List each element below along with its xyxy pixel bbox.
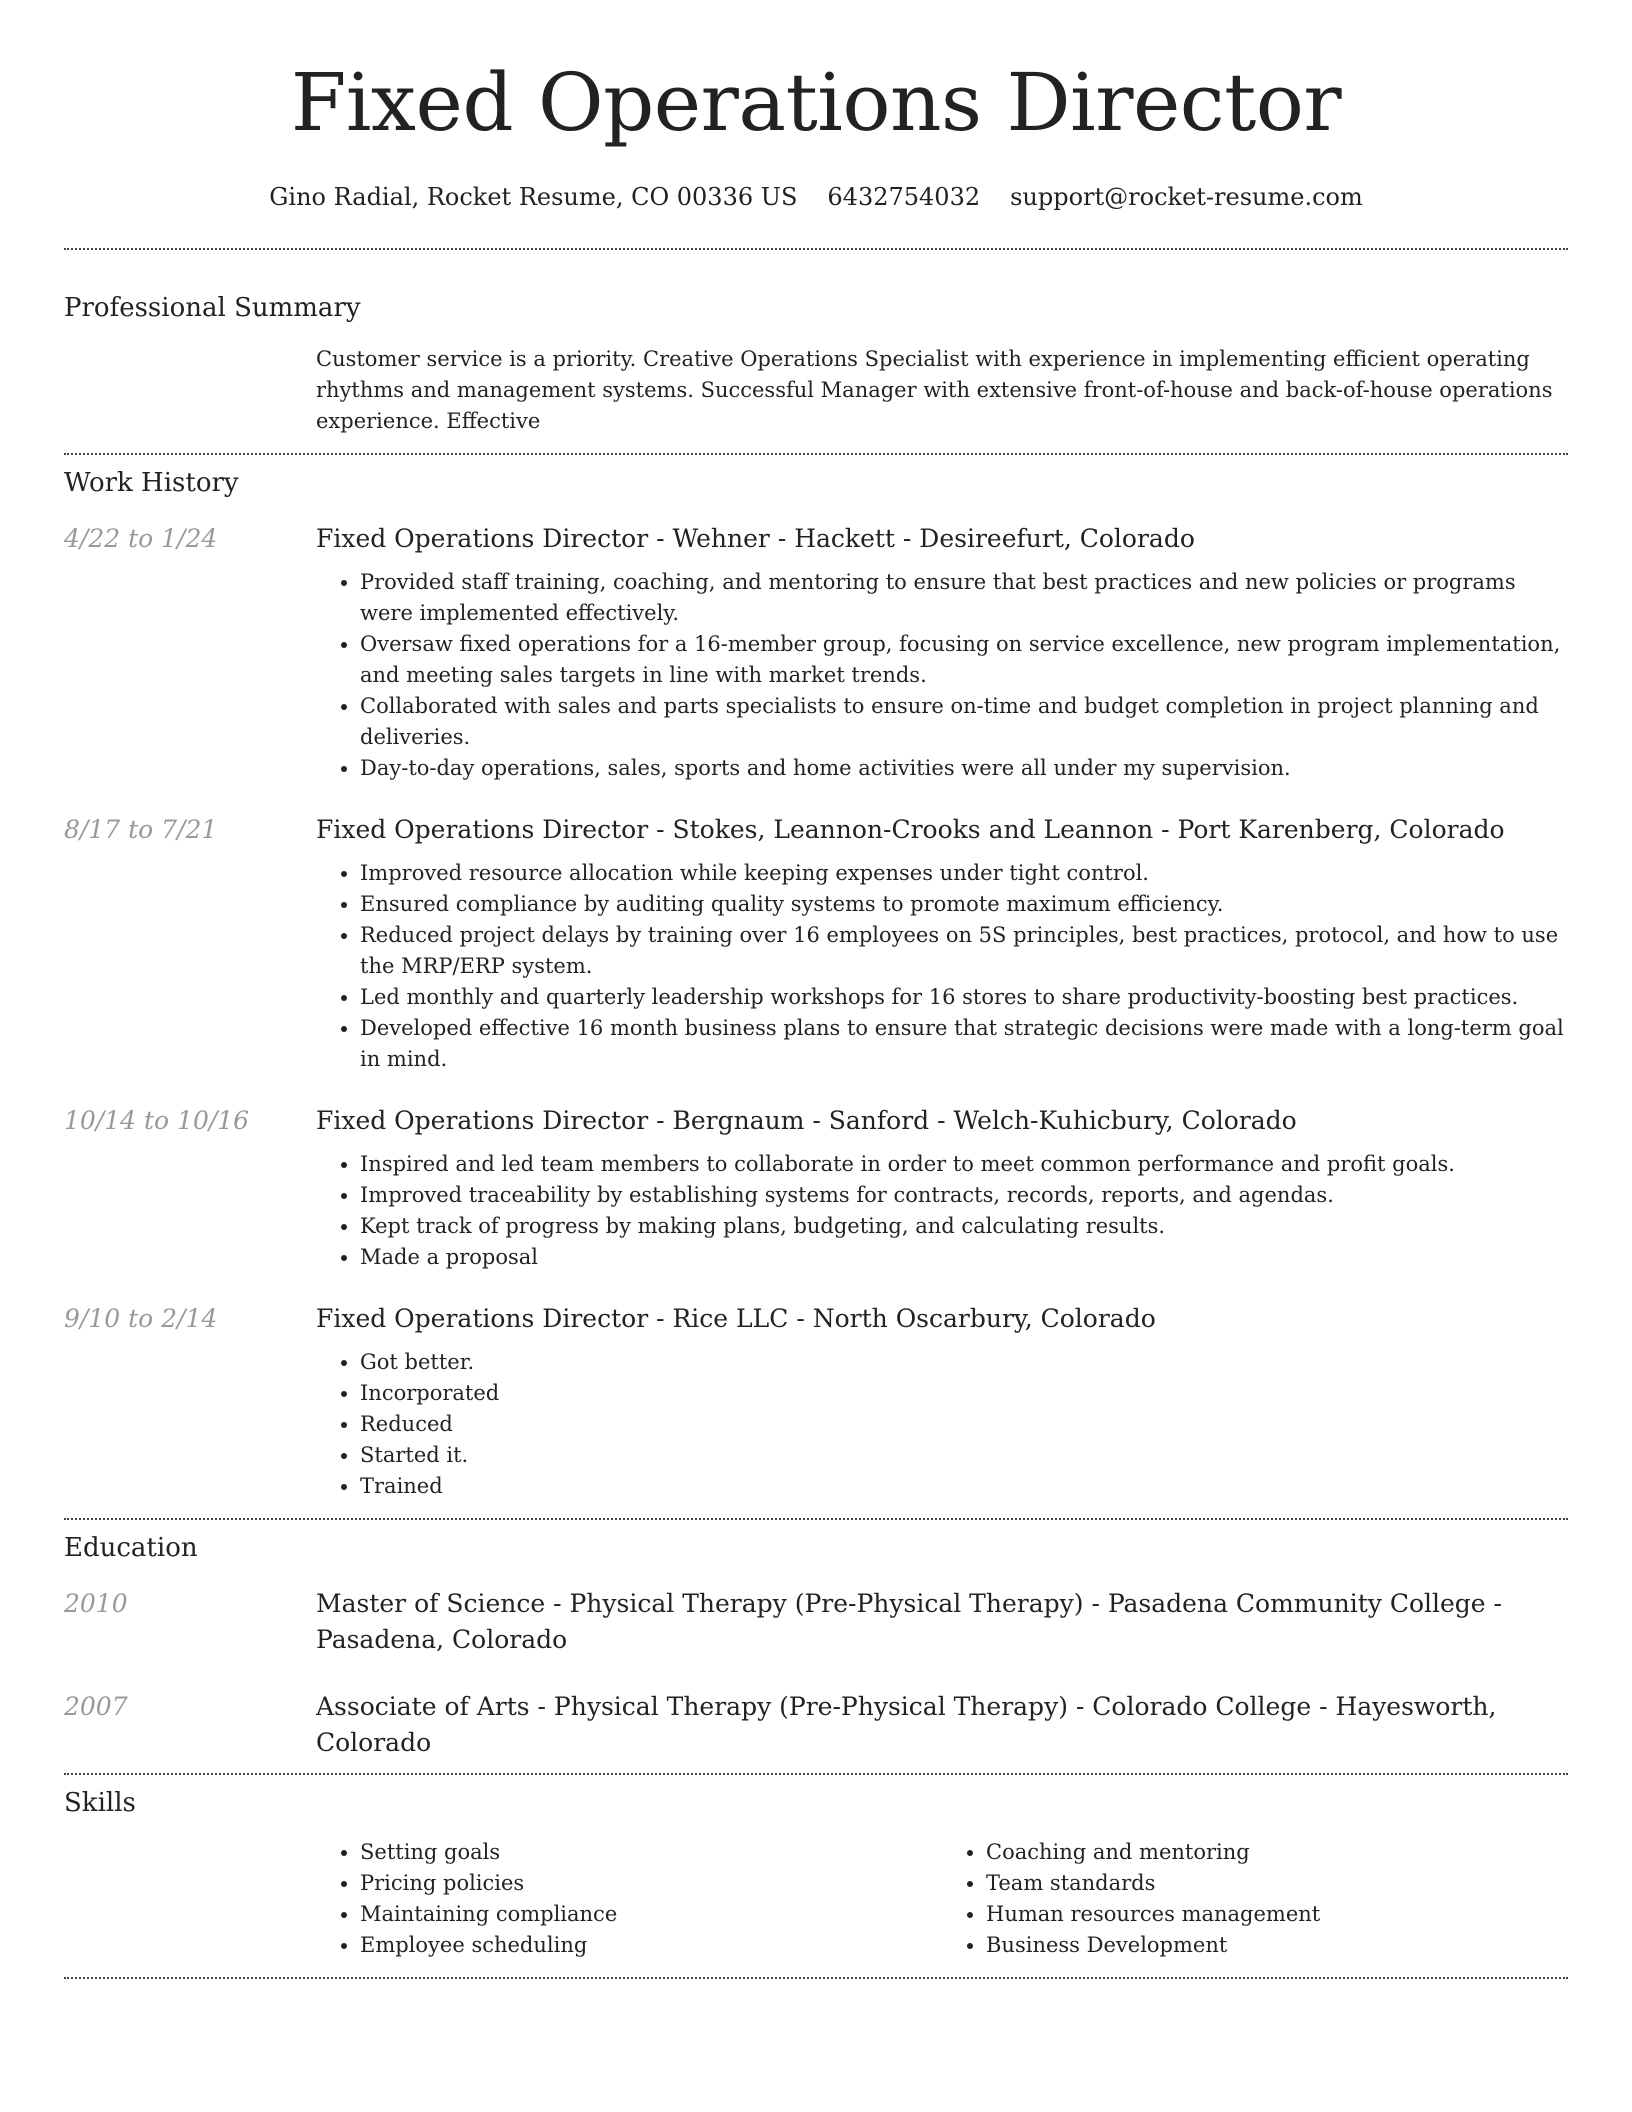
education-title: Master of Science - Physical Therapy (Pre-Physical Therapy) - Pasadena Community College - Pasadena, Colorado — [316, 1589, 1502, 1654]
job-title: Fixed Operations Director - Bergnaum - Sanford - Welch-Kuhicbury, Colorado — [316, 1106, 1297, 1135]
list-item: • Oversaw fixed operations for a 16-member group, focusing on service excellence, new program implementation, and meeting sales targets in line with market trends. — [360, 629, 1568, 691]
skill-item: • Coaching and mentoring — [986, 1837, 1568, 1868]
skill-item: • Employee scheduling — [360, 1930, 942, 1961]
list-item: • Day-to-day operations, sales, sports and home activities were all under my supervision. — [360, 753, 1568, 784]
skills-section — [64, 1775, 1568, 1977]
section-heading-skills: Skills — [64, 1788, 136, 1818]
skills-list-left — [316, 1837, 942, 1961]
job-title: Fixed Operations Director - Rice LLC - North Oscarbury, Colorado — [316, 1304, 1156, 1333]
job-bullets — [316, 858, 1568, 1075]
contact-phone: 6432754032 — [827, 183, 981, 211]
section-heading-work-history: Work History — [64, 468, 239, 498]
skill-item: • Business Development — [986, 1930, 1568, 1961]
resume-title: Fixed Operations Director — [290, 56, 1342, 149]
job-entry — [64, 1301, 1568, 1502]
section-heading-summary: Professional Summary — [64, 293, 361, 323]
contact-email[interactable]: support@rocket-resume.com — [1010, 183, 1363, 211]
education-year: 2010 — [64, 1589, 128, 1618]
list-item: • Kept track of progress by making plans, budgeting, and calculating results. — [360, 1211, 1568, 1242]
list-item: • Started it. — [360, 1440, 1568, 1471]
job-dates: 10/14 to 10/16 — [64, 1106, 250, 1135]
education-year: 2007 — [64, 1692, 128, 1721]
job-dates: 9/10 to 2/14 — [64, 1304, 218, 1333]
education-title: Associate of Arts - Physical Therapy (Pre-Physical Therapy) - Colorado College - Hayesworth, Colorado — [316, 1692, 1497, 1757]
list-item: • Developed effective 16 month business plans to ensure that strategic decisions were made with a long-term goal in mind. — [360, 1013, 1568, 1075]
list-item: • Trained — [360, 1471, 1568, 1502]
job-dates: 8/17 to 7/21 — [64, 815, 218, 844]
job-entry — [64, 812, 1568, 1075]
job-bullets — [316, 1149, 1568, 1273]
job-entry — [64, 1103, 1568, 1273]
job-title: Fixed Operations Director - Wehner - Hackett - Desireefurt, Colorado — [316, 524, 1195, 553]
work-history-section — [64, 455, 1568, 1518]
education-entry — [64, 1689, 1568, 1761]
list-item: • Got better. — [360, 1347, 1568, 1378]
summary-text: Customer service is a priority. Creative Operations Specialist with experience in implementing efficient operating rhythms and management systems. Successful Manager with extensive front-of-house and back-of-house operations experience. Effective — [316, 347, 1553, 433]
contact-line — [64, 180, 1568, 214]
job-title: Fixed Operations Director - Stokes, Leannon-Crooks and Leannon - Port Karenberg, Colorado — [316, 815, 1505, 844]
skills-grid — [316, 1837, 1568, 1961]
education-entry — [64, 1586, 1568, 1658]
list-item: • Made a proposal — [360, 1242, 1568, 1273]
list-item: • Improved resource allocation while keeping expenses under tight control. — [360, 858, 1568, 889]
summary-section — [64, 250, 1568, 453]
list-item: • Reduced — [360, 1409, 1568, 1440]
list-item: • Collaborated with sales and parts specialists to ensure on-time and budget completion in project planning and deliveries. — [360, 691, 1568, 753]
skill-item: • Setting goals — [360, 1837, 942, 1868]
list-item: • Provided staff training, coaching, and mentoring to ensure that best practices and new policies or programs were implemented effectively. — [360, 567, 1568, 629]
job-bullets — [316, 1347, 1568, 1502]
skill-item: • Human resources management — [986, 1899, 1568, 1930]
list-item: • Improved traceability by establishing systems for contracts, records, reports, and agendas. — [360, 1180, 1568, 1211]
divider — [64, 1977, 1568, 1979]
list-item: • Led monthly and quarterly leadership workshops for 16 stores to share productivity-boosting best practices. — [360, 982, 1568, 1013]
job-dates: 4/22 to 1/24 — [64, 524, 218, 553]
list-item: • Ensured compliance by auditing quality systems to promote maximum efficiency. — [360, 889, 1568, 920]
job-entry — [64, 521, 1568, 784]
list-item: • Incorporated — [360, 1378, 1568, 1409]
contact-address: Gino Radial, Rocket Resume, CO 00336 US — [269, 183, 798, 211]
section-heading-education: Education — [64, 1533, 198, 1563]
job-bullets — [316, 567, 1568, 784]
skill-item: • Maintaining compliance — [360, 1899, 942, 1930]
education-section — [64, 1520, 1568, 1773]
list-item: • Reduced project delays by training over 16 employees on 5S principles, best practices, protocol, and how to use the MRP/ERP system. — [360, 920, 1568, 982]
skill-item: • Pricing policies — [360, 1868, 942, 1899]
skill-item: • Team standards — [986, 1868, 1568, 1899]
skills-list-right — [942, 1837, 1568, 1961]
list-item: • Inspired and led team members to collaborate in order to meet common performance and profit goals. — [360, 1149, 1568, 1180]
